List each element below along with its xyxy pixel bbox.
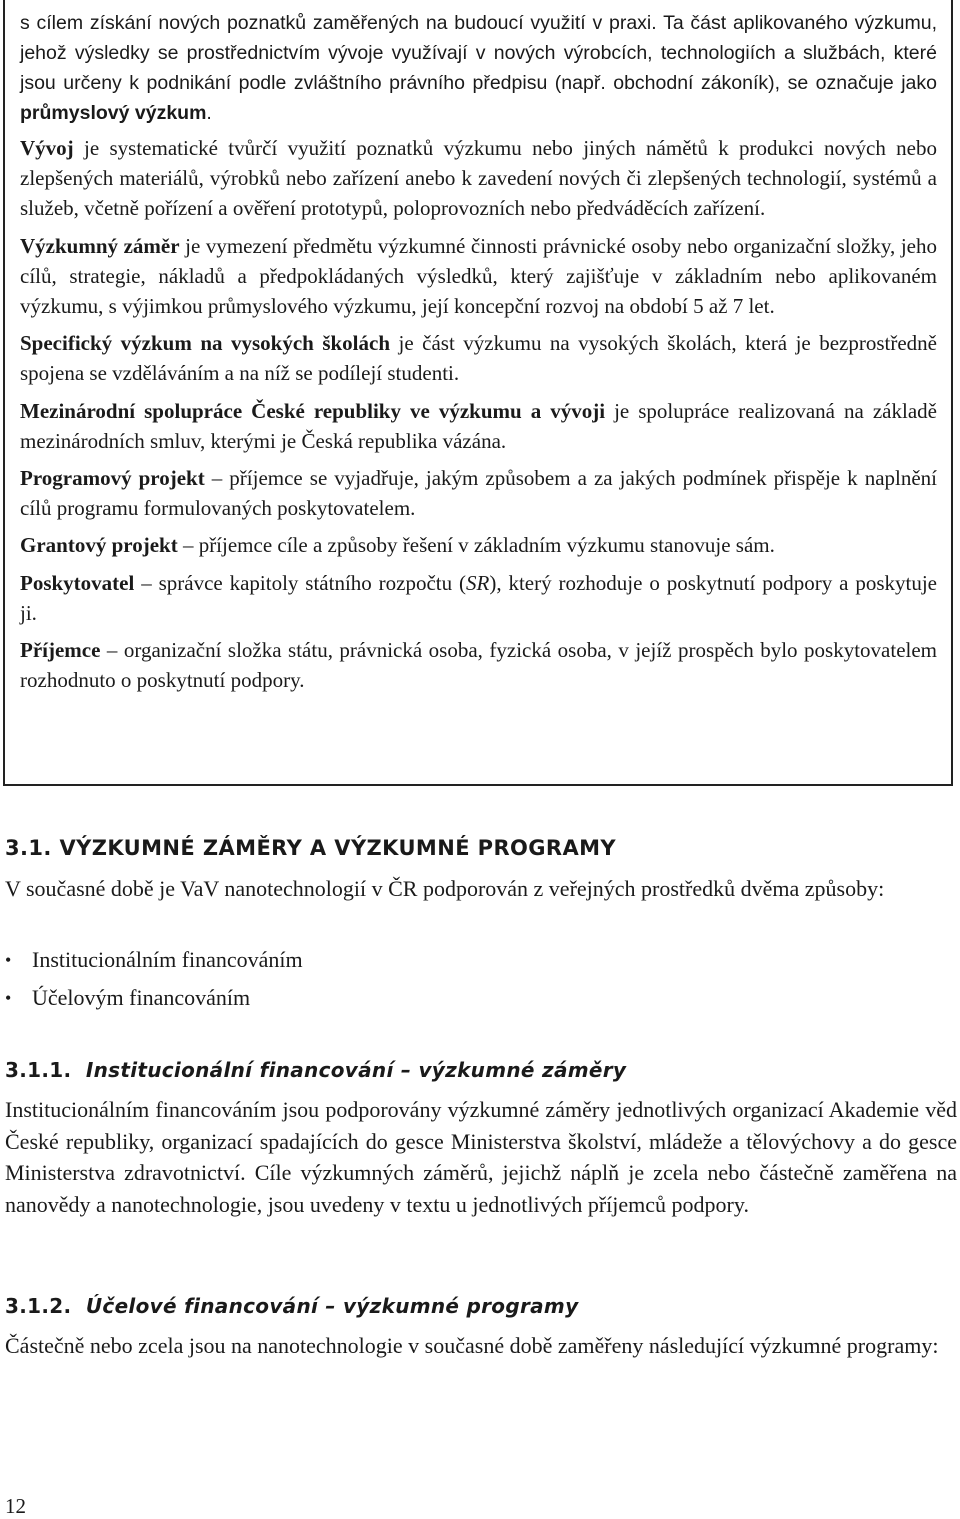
definition-recipient: Příjemce – organizační složka státu, právnická osoba, fyzická osoba, v jejíž prospěch bylo poskytovatelem rozhodnuto o poskytnutí podpory. (20, 638, 937, 693)
section-heading-3-1: 3.1. VÝZKUMNÉ ZÁMĚRY A VÝZKUMNÉ PROGRAMY (5, 836, 617, 860)
definition-provider: Poskytovatel – správce kapitoly státního rozpočtu (SR), který rozhoduje o poskytnutí podpory a poskytuje ji. (20, 570, 937, 625)
definitions-box (3, 0, 953, 786)
bullet-icon: • (5, 950, 12, 970)
list-item: • Institucionálním financováním (5, 941, 303, 979)
section-heading-3-1-2: 3.1.2. Účelové financování – výzkumné programy (5, 1294, 579, 1318)
definition-international-cooperation: Mezinárodní spolupráce České republiky ve výzkumu a vývoji je spolupráce realizovaná na základě mezinárodních smluv, kterými je Česká republika vázána. (20, 398, 937, 453)
section-3-1-2-text: Částečně nebo zcela jsou na nanotechnologie v současné době zaměřeny následující výzkumné programy: (5, 1333, 939, 1358)
definition-development: Vývoj je systematické tvůrčí využití poznatků výzkumu nebo jiných námětů k produkci nových nebo zlepšených materiálů, výrobků nebo zařízení anebo k zavedení nových či zlepšených technologií, systémů a služeb, včetně pořízení a ověření prototypů, poloprovozních nebo předváděcích zařízení. (20, 136, 937, 221)
definition-grant-project: Grantový projekt – příjemce cíle a způsoby řešení v základním výzkumu stanovuje sám. (20, 533, 775, 558)
section-heading-3-1-1: 3.1.1. Institucionální financování – výzkumné záměry (5, 1058, 627, 1082)
bullet-icon: • (5, 988, 12, 1008)
funding-list (5, 941, 303, 1017)
definition-program-project: Programový projekt – příjemce se vyjadřuje, jakým způsobem a za jakých podmínek přispěje k naplnění cílů programu formulovaných poskytovatelem. (20, 466, 937, 521)
section-3-1-intro: V současné době je VaV nanotechnologií v ČR podporován z veřejných prostředků dvěma způsoby: (5, 876, 885, 901)
section-3-1-1-text: Institucionálním financováním jsou podporovány výzkumné záměry jednotlivých organizací Akademie věd České republiky, organizací spadajících do gesce Ministerstva školství, mládeže a tělovýchovy a do gesce Ministerstva zdravotnictví. Cíle výzkumných záměrů, jejichž náplň je zcela nebo částečně zaměřena na nanovědy a nanotechnologie, jsou uvedeny v textu u jednotlivých příjemců podpory. (5, 1097, 957, 1217)
definition-research-plan: Výzkumný záměr je vymezení předmětu výzkumné činnosti právnické osoby nebo organizační složky, jeho cílů, strategie, nákladů a předpokládaných výsledků, který zajišťuje v základním nebo aplikovaném výzkumu, s výjimkou průmyslového výzkumu, její koncepční rozvoj na období 5 až 7 let. (20, 233, 938, 319)
definition-specific-research: Specifický výzkum na vysokých školách je část výzkumu na vysokých školách, která je bezprostředně spojena se vzděláváním a na níž se podílejí studenti. (20, 331, 937, 386)
page-number: 12 (5, 1494, 26, 1518)
definition-industrial-research: s cílem získání nových poznatků zaměřených na budoucí využití v praxi. Ta část aplikovaného výzkumu, jehož výsledky se prostřednictvím vývoje využívají v nových výrobcích, technologiích a službách, které jsou určeny k podnikání podle zvláštního právního předpisu (např. obchodní zákoník), se označuje jako průmyslový výzkum. (20, 12, 937, 124)
list-item: • Účelovým financováním (5, 979, 303, 1017)
